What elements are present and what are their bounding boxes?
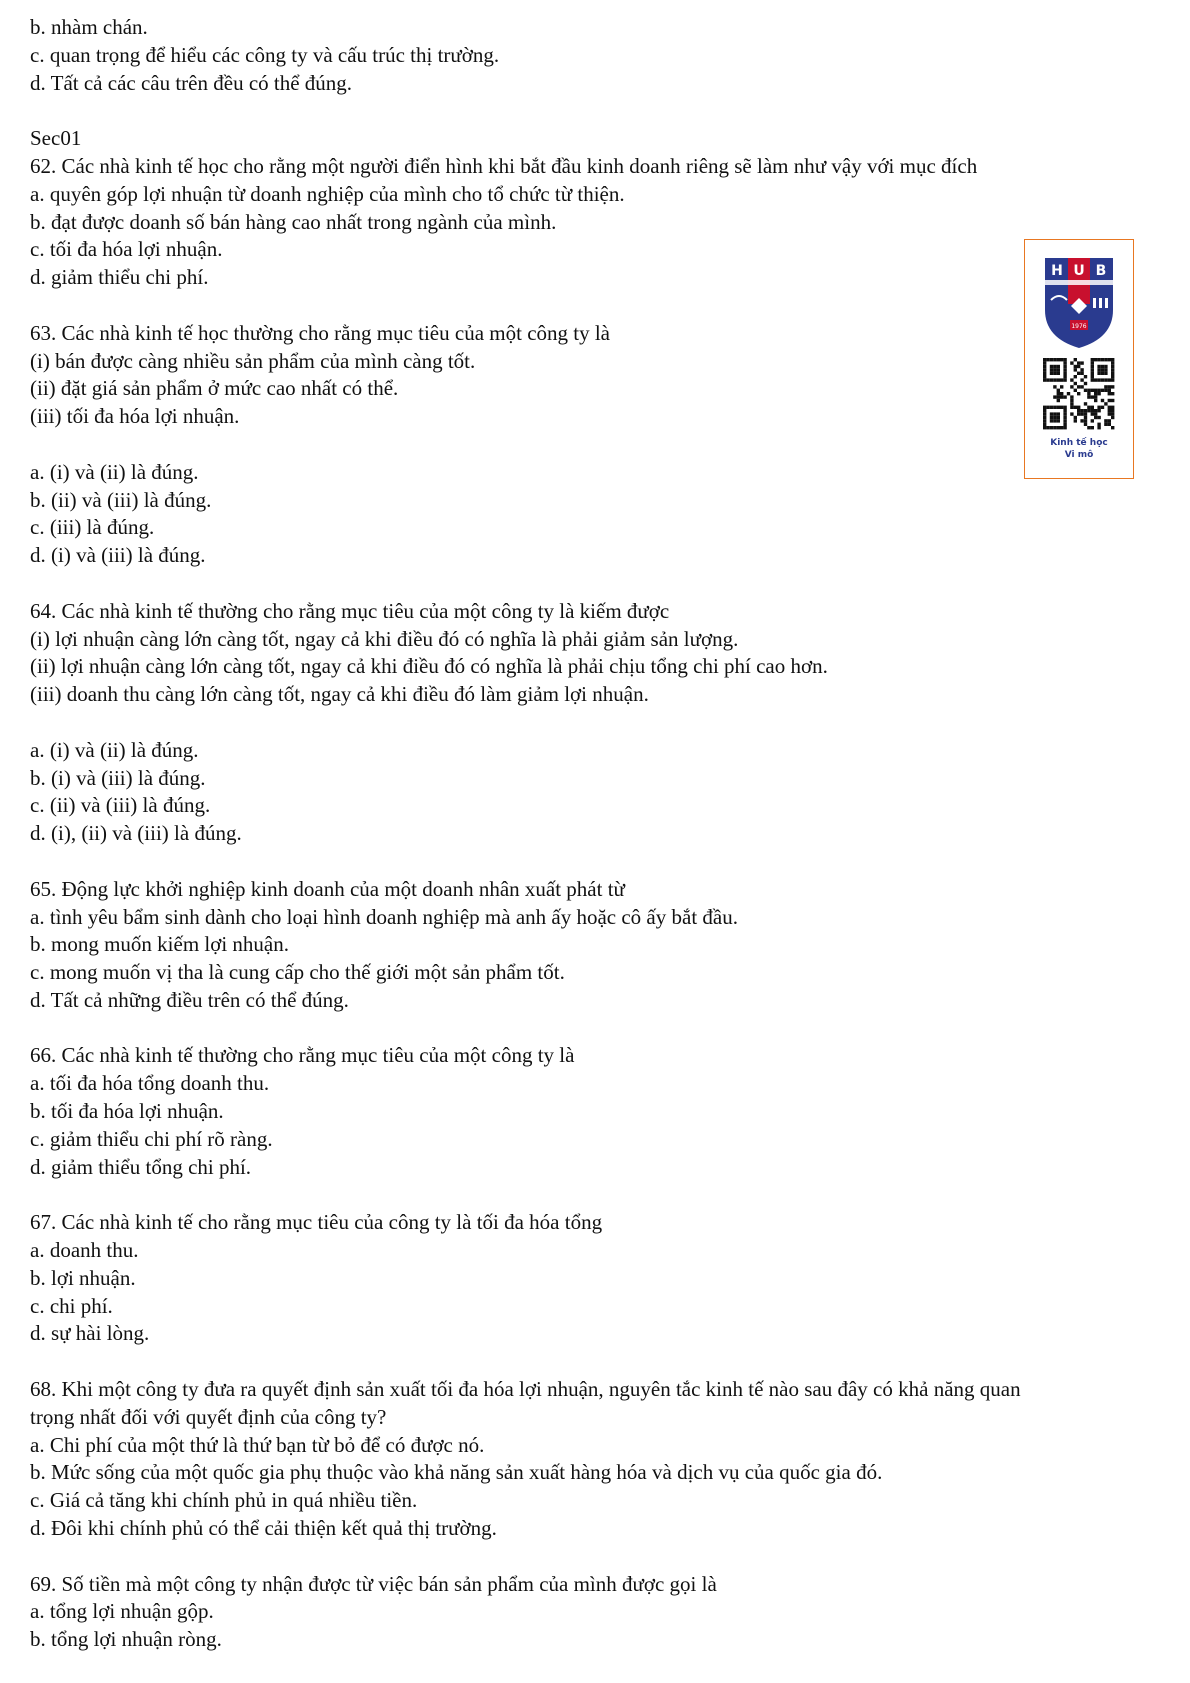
- text-line: c. chi phí.: [30, 1293, 113, 1318]
- blank-line: [30, 431, 1170, 459]
- qr-code-icon: [1043, 358, 1114, 429]
- badge-label-line1: Kinh tế học: [1050, 438, 1108, 448]
- text-line: 67. Các nhà kinh tế cho rằng mục tiêu của công ty là tối đa hóa tổng: [30, 1210, 603, 1235]
- text-line: a. tổng lợi nhuận gộp.: [30, 1599, 214, 1624]
- text-line: c. quan trọng để hiểu các công ty và cấu trúc thị trường.: [30, 42, 500, 67]
- text-line: d. Tất cả các câu trên đều có thể đúng.: [30, 70, 353, 95]
- text-line: a. doanh thu.: [30, 1238, 139, 1263]
- hub-qr-badge: [1024, 239, 1134, 479]
- blank-line: [30, 1348, 1170, 1376]
- text-line: 63. Các nhà kinh tế học thường cho rằng mục tiêu của một công ty là: [30, 320, 611, 345]
- text-line: 62. Các nhà kinh tế học cho rằng một người điển hình khi bắt đầu kinh doanh riêng sẽ làm như vậy với mục đích: [30, 153, 978, 178]
- text-line: d. Đôi khi chính phủ có thể cải thiện kết quả thị trường.: [30, 1516, 497, 1541]
- blank-line: [30, 1181, 1170, 1209]
- text-line: b. nhàm chán.: [30, 15, 148, 39]
- logo-letter: B: [1095, 263, 1107, 279]
- text-line: 65. Động lực khởi nghiệp kinh doanh của một doanh nhân xuất phát từ: [30, 876, 625, 901]
- text-line: 68. Khi một công ty đưa ra quyết định sản xuất tối đa hóa lợi nhuận, nguyên tắc kinh tế nào sau đây có khả năng quan: [30, 1377, 1021, 1402]
- text-line: c. mong muốn vị tha là cung cấp cho thế giới một sản phẩm tốt.: [30, 960, 565, 985]
- text-line: b. tổng lợi nhuận ròng.: [30, 1627, 222, 1652]
- text-line: a. tối đa hóa tổng doanh thu.: [30, 1071, 270, 1096]
- text-line: d. giảm thiểu chi phí.: [30, 265, 209, 290]
- text-line: 64. Các nhà kinh tế thường cho rằng mục tiêu của một công ty là kiếm được: [30, 598, 670, 623]
- blank-line: [30, 848, 1170, 876]
- text-line: b. (i) và (iii) là đúng.: [30, 765, 206, 790]
- text-line: b. lợi nhuận.: [30, 1265, 136, 1290]
- text-line: c. giảm thiểu chi phí rõ ràng.: [30, 1126, 273, 1151]
- hub-logo-icon: [1025, 240, 1132, 440]
- text-line: b. đạt được doanh số bán hàng cao nhất trong ngành của mình.: [30, 209, 557, 234]
- text-line: d. Tất cả những điều trên có thể đúng.: [30, 987, 349, 1012]
- text-line: d. giảm thiểu tổng chi phí.: [30, 1154, 252, 1179]
- blank-line: [30, 1015, 1170, 1043]
- text-line: c. Giá cả tăng khi chính phủ in quá nhiều tiền.: [30, 1488, 418, 1513]
- text-line: (iii) doanh thu càng lớn càng tốt, ngay cả khi điều đó làm giảm lợi nhuận.: [30, 682, 649, 707]
- text-line: Sec01: [30, 126, 82, 151]
- text-line: b. Mức sống của một quốc gia phụ thuộc vào khả năng sản xuất hàng hóa và dịch vụ của quốc gia đó.: [30, 1460, 883, 1485]
- text-line: 69. Số tiền mà một công ty nhận được từ việc bán sản phẩm của mình được gọi là: [30, 1571, 717, 1596]
- text-line: (i) lợi nhuận càng lớn càng tốt, ngay cả khi điều đó có nghĩa là phải giảm sản lượng.: [30, 626, 739, 651]
- text-line: a. (i) và (ii) là đúng.: [30, 737, 199, 762]
- document-body: [30, 14, 1170, 1654]
- text-line: c. (ii) và (iii) là đúng.: [30, 793, 211, 818]
- text-line: d. (i), (ii) và (iii) là đúng.: [30, 821, 242, 846]
- logo-letter: H: [1051, 263, 1063, 279]
- text-line: d. (i) và (iii) là đúng.: [30, 543, 206, 568]
- badge-label-line2: Vi mô: [1064, 450, 1094, 460]
- text-line: a. tình yêu bẩm sinh dành cho loại hình doanh nghiệp mà anh ấy hoặc cô ấy bắt đầu.: [30, 904, 738, 929]
- text-line: a. (i) và (ii) là đúng.: [30, 459, 199, 484]
- text-line: (i) bán được càng nhiều sản phẩm của mình càng tốt.: [30, 348, 476, 373]
- blank-line: [30, 1543, 1170, 1571]
- text-line: d. sự hài lòng.: [30, 1321, 150, 1346]
- blank-line: [30, 97, 1170, 125]
- text-line: b. tối đa hóa lợi nhuận.: [30, 1099, 224, 1124]
- text-line: b. mong muốn kiếm lợi nhuận.: [30, 932, 290, 957]
- text-line: (ii) đặt giá sản phẩm ở mức cao nhất có thể.: [30, 376, 399, 401]
- text-line: trọng nhất đối với quyết định của công ty?: [30, 1404, 387, 1429]
- text-line: a. quyên góp lợi nhuận từ doanh nghiệp của mình cho tổ chức từ thiện.: [30, 181, 625, 206]
- text-line: a. Chi phí của một thứ là thứ bạn từ bỏ để có được nó.: [30, 1432, 485, 1457]
- svg-text:1976: 1976: [1071, 323, 1087, 330]
- blank-line: [30, 709, 1170, 737]
- text-line: c. tối đa hóa lợi nhuận.: [30, 237, 223, 262]
- logo-letter: U: [1073, 263, 1085, 279]
- blank-line: [30, 292, 1170, 320]
- text-line: (iii) tối đa hóa lợi nhuận.: [30, 404, 240, 429]
- text-line: b. (ii) và (iii) là đúng.: [30, 487, 212, 512]
- text-line: c. (iii) là đúng.: [30, 515, 155, 540]
- text-line: (ii) lợi nhuận càng lớn càng tốt, ngay cả khi điều đó có nghĩa là phải chịu tổng chi phí cao hơn.: [30, 654, 828, 679]
- text-line: 66. Các nhà kinh tế thường cho rằng mục tiêu của một công ty là: [30, 1043, 575, 1068]
- blank-line: [30, 570, 1170, 598]
